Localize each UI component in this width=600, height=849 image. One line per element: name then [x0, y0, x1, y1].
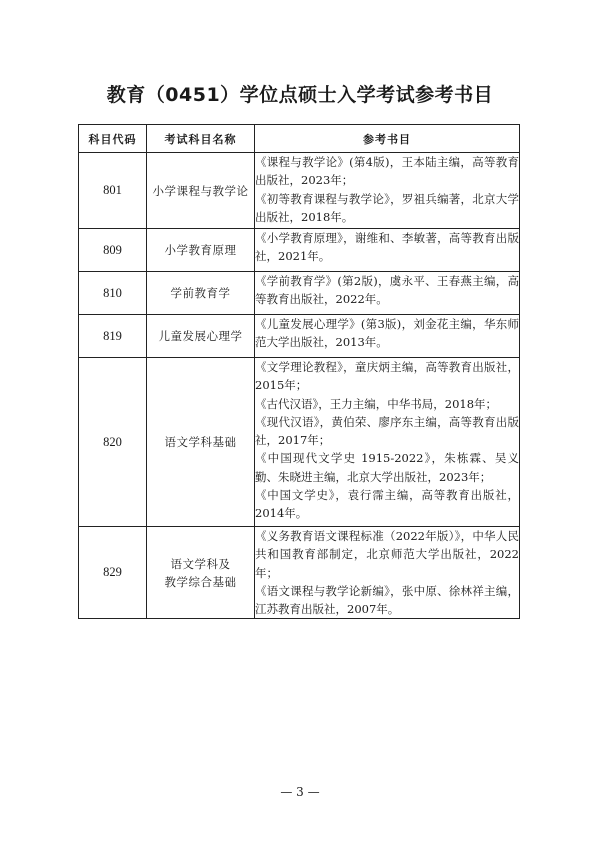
reference-entry: 《课程与教学论》(第4版)，王本陆主编，高等教育出版社，2023年；	[255, 155, 519, 188]
reference-book-table	[78, 124, 520, 619]
table-row	[79, 358, 520, 527]
table-row	[79, 527, 520, 619]
subject-code: 809	[79, 229, 147, 272]
page-number: — 3 —	[280, 785, 320, 799]
reference-list	[255, 272, 520, 315]
reference-list	[255, 527, 520, 619]
reference-entry: 《义务教育语文课程标准（2022年版）》，中华人民共和国教育部制定，北京师范大学出版社，2022年；	[255, 529, 519, 580]
reference-entry: 《文学理论教程》，童庆炳主编，高等教育出版社，2015年；	[255, 360, 519, 393]
subject-name: 小学课程与教学论	[147, 153, 255, 229]
table-row	[79, 229, 520, 272]
subject-name: 小学教育原理	[147, 229, 255, 272]
page-title: 教育（0451）学位点硕士入学考试参考书目	[106, 84, 494, 106]
table-row	[79, 315, 520, 358]
reference-entry: 《学前教育学》(第2版)，虞永平、王春燕主编，高等教育出版社，2022年。	[255, 274, 519, 307]
reference-list	[255, 315, 520, 358]
subject-code: 820	[79, 358, 147, 527]
column-header-name: 考试科目名称	[147, 125, 255, 153]
subject-name: 语文学科基础	[147, 358, 255, 527]
reference-entry: 《小学教育原理》，谢维和、李敏著，高等教育出版社，2021年。	[255, 231, 519, 264]
subject-name-line: 教学综合基础	[164, 574, 237, 589]
column-header-code: 科目代码	[79, 125, 147, 153]
reference-entry: 《儿童发展心理学》(第3版)，刘金花主编，华东师范大学出版社，2013年。	[255, 317, 519, 350]
table-row	[79, 272, 520, 315]
subject-code: 810	[79, 272, 147, 315]
reference-list	[255, 153, 520, 229]
table-row	[79, 153, 520, 229]
reference-entry: 《中国现代文学史 1915-2022》，朱栋霖、吴义勤、朱晓进主编，北京大学出版社，2023年；	[255, 451, 519, 484]
subject-code: 829	[79, 527, 147, 619]
reference-entry: 《现代汉语》，黄伯荣、廖序东主编，高等教育出版社，2017年；	[255, 414, 519, 448]
column-header-refs: 参考书目	[255, 125, 520, 153]
reference-entry: 《古代汉语》，王力主编，中华书局，2018年；	[255, 396, 498, 411]
subject-name: 学前教育学	[147, 272, 255, 315]
reference-entry: 《中国文学史》，袁行霈主编，高等教育出版社，2014年。	[255, 488, 519, 521]
reference-list	[255, 229, 520, 272]
subject-code: 801	[79, 153, 147, 229]
table-header-row	[79, 125, 520, 153]
subject-name	[147, 527, 255, 619]
subject-name-line: 语文学科及	[170, 556, 231, 571]
reference-entry: 《语文课程与教学论新编》，张中原、徐林祥主编，江苏教育出版社，2007年。	[255, 583, 519, 617]
reference-entry: 《初等教育课程与教学论》，罗祖兵编著，北京大学出版社，2018年。	[255, 191, 519, 224]
subject-code: 819	[79, 315, 147, 358]
reference-list	[255, 358, 520, 527]
subject-name: 儿童发展心理学	[147, 315, 255, 358]
